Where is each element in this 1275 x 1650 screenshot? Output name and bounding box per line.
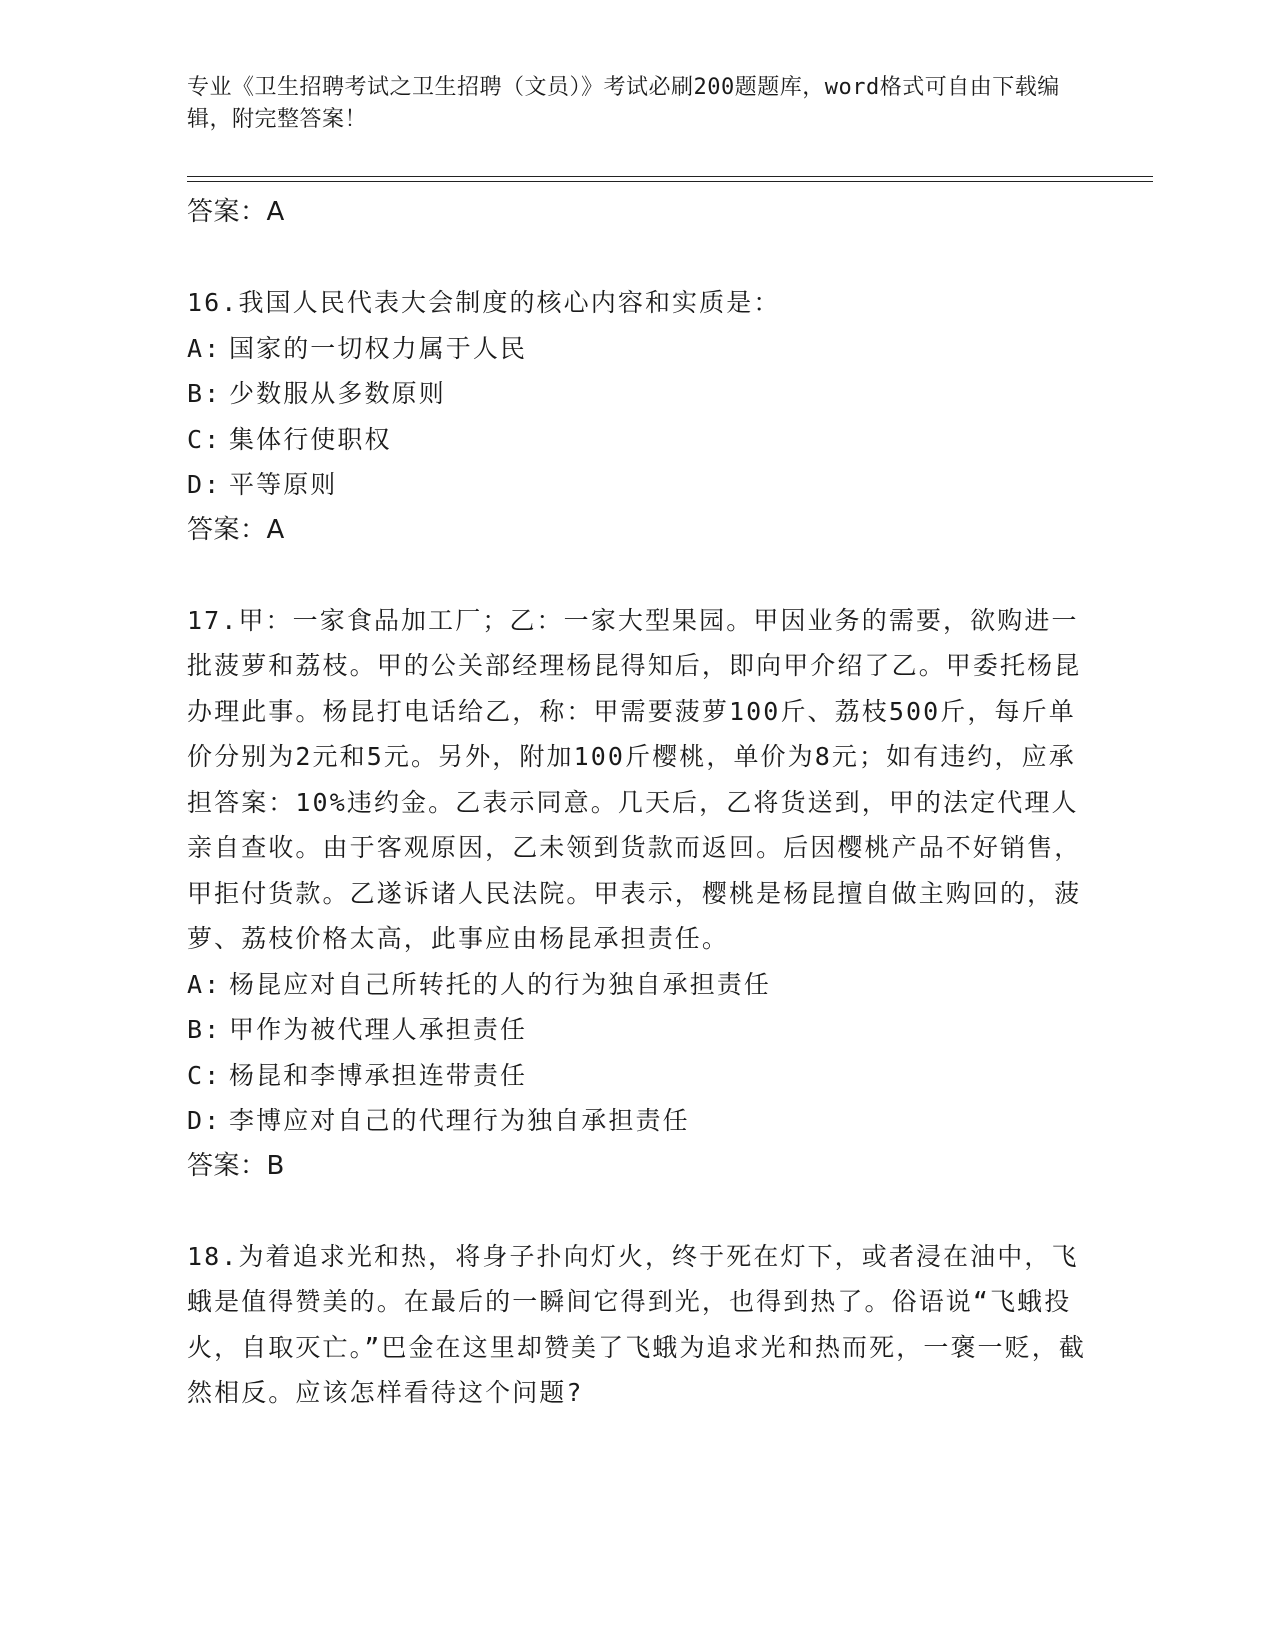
answer-label: 答案： <box>187 1150 267 1181</box>
answer-label: 答案： <box>187 514 267 545</box>
header-divider-line <box>187 176 1153 177</box>
question-stem: 17.甲：一家食品加工厂；乙：一家大型果园。甲因业务的需要，欲购进一批菠萝和荔枝。甲的公关部经理杨昆得知后，即向甲介绍了乙。甲委托杨昆办理此事。杨昆打电话给乙，称：甲需要菠萝100斤、荔枝500斤，每斤单价分别为2元和5元。另外，附加100斤樱桃，单价为8元；如有违约，应承担答案：10%违约金。乙表示同意。几天后，乙将货送到，甲的法定代理人亲自查收。由于客观原因，乙未领到货款而返回。后因樱桃产品不好销售，甲拒付货款。乙遂诉诸人民法院。甲表示，樱桃是杨昆擅自做主购回的，菠萝、荔枝价格太高，此事应由杨昆承担责任。 <box>187 605 1082 953</box>
document-header: 专业《卫生招聘考试之卫生招聘（文员）》考试必刷200题题库，word格式可自由下载编辑，附完整答案！ <box>187 75 1060 132</box>
header-divider-line-secondary <box>187 181 1153 182</box>
answer-value: B <box>266 1150 285 1181</box>
answer-label: 答案： <box>187 197 267 227</box>
document-body <box>187 190 1087 1416</box>
option-a: A: 杨昆应对自己所转托的人的行为独自承担责任 <box>187 969 772 999</box>
question-17 <box>187 598 1087 1188</box>
option-a: A: 国家的一切权力属于人民 <box>187 333 528 363</box>
answer-line <box>187 1144 1087 1188</box>
option-b: B: 少数服从多数原则 <box>187 379 446 408</box>
answer-value: A <box>266 514 285 545</box>
option-c: C: 集体行使职权 <box>187 424 392 454</box>
option-d: D: 平等原则 <box>187 470 338 499</box>
answer-line <box>187 190 1087 234</box>
question-18 <box>187 1234 1087 1416</box>
question-stem: 18.为着追求光和热，将身子扑向灯火，终于死在灯下，或者浸在油中，飞蛾是值得赞美的。在最后的一瞬间它得到光，也得到热了。俗语说“飞蛾投火，自取灭亡。”巴金在这里却赞美了飞蛾为追求光和热而死，一褒一贬，截然相反。应该怎样看待这个问题? <box>187 1241 1086 1407</box>
question-16 <box>187 280 1087 552</box>
option-b: B: 甲作为被代理人承担责任 <box>187 1015 528 1044</box>
answer-value: A <box>266 197 285 227</box>
option-d: D: 李博应对自己的代理行为独自承担责任 <box>187 1106 690 1135</box>
option-c: C: 杨昆和李博承担连带责任 <box>187 1060 528 1090</box>
question-stem: 16.我国人民代表大会制度的核心内容和实质是： <box>187 288 781 317</box>
answer-line <box>187 508 1087 552</box>
